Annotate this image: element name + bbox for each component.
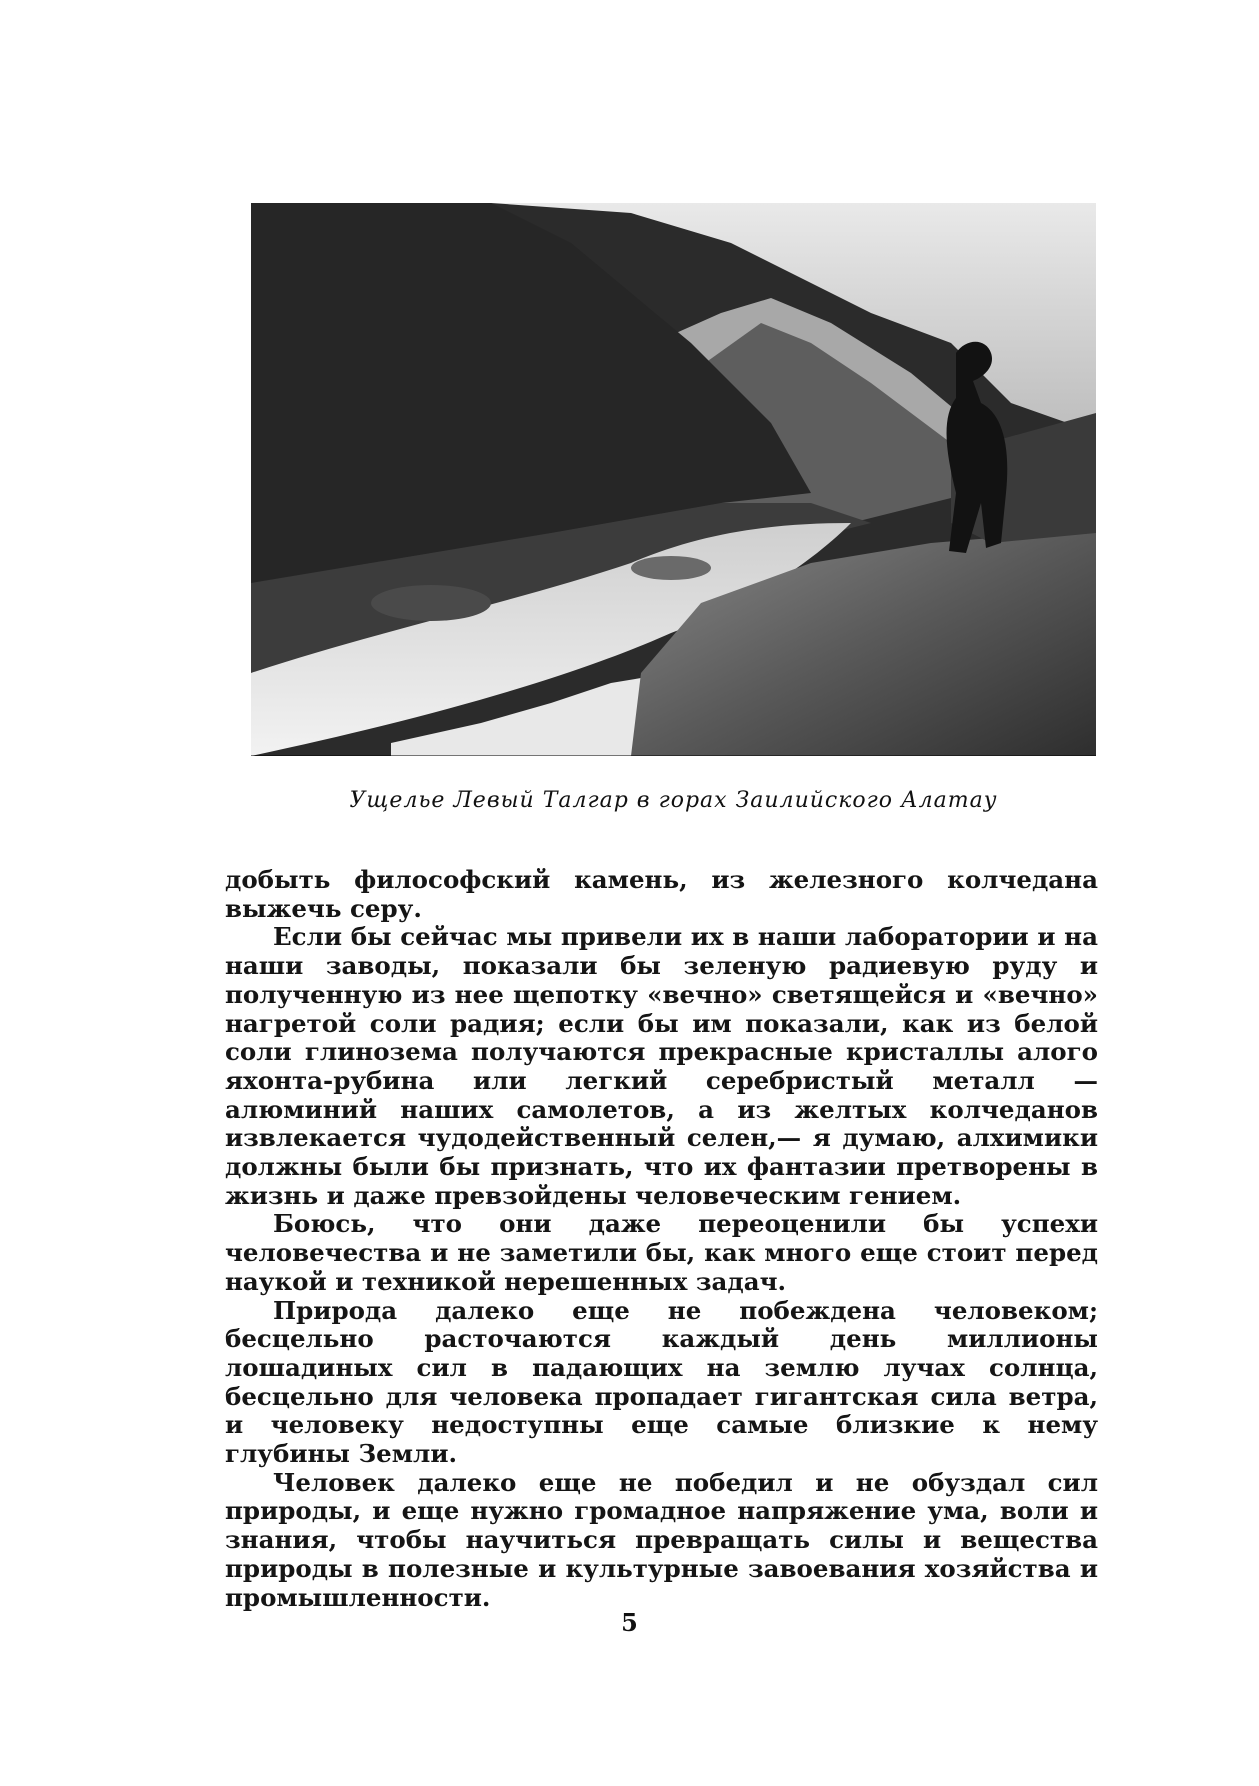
paragraph: Боюсь, что они даже переоценили бы успехи человечества и не заметили бы, как много еще стоит перед наукой и техникой нерешенных задач.	[225, 1209, 1098, 1296]
body-text	[225, 866, 1098, 1612]
mountain-gorge-photo	[251, 203, 1096, 756]
page-number: 5	[621, 1608, 638, 1637]
paragraph: добыть философский камень, из железного колчедана выжечь серу.	[225, 865, 1098, 923]
paragraph: Если бы сейчас мы привели их в наши лаборатории и на наши заводы, показали бы зеленую радиевую руду и полученную из нее щепотку «вечно» светящейся и «вечно» нагретой соли радия; если бы им показали, как из белой соли глинозема получаются прекрасные кристаллы алого яхонта-рубина или легкий серебристый металл — алюминий наших самолетов, а из желтых колчеданов извлекается чудодейственный селен,— я думаю, алхимики должны были бы признать, что их фантазии претворены в жизнь и даже превзойдены человеческим гением.	[225, 922, 1098, 1210]
paragraph: Человек далеко еще не победил и не обуздал сил природы, и еще нужно громадное напряжение ума, воли и знания, чтобы научиться превращать силы и вещества природы в полезные и культурные завоевания хозяйства и промышленности.	[225, 1467, 1098, 1612]
gorge-illustration	[251, 203, 1096, 756]
figure-caption: Ущелье Левый Талгар в горах Заилийского Алатау	[349, 788, 998, 813]
paragraph: Природа далеко еще не побеждена человеком; бесцельно расточаются каждый день миллионы лошадиных сил в падающих на землю лучах солнца, бесцельно для человека пропадает гигантская сила ветра, и человеку недоступны еще самые близкие к нему глубины Земли.	[225, 1295, 1098, 1469]
